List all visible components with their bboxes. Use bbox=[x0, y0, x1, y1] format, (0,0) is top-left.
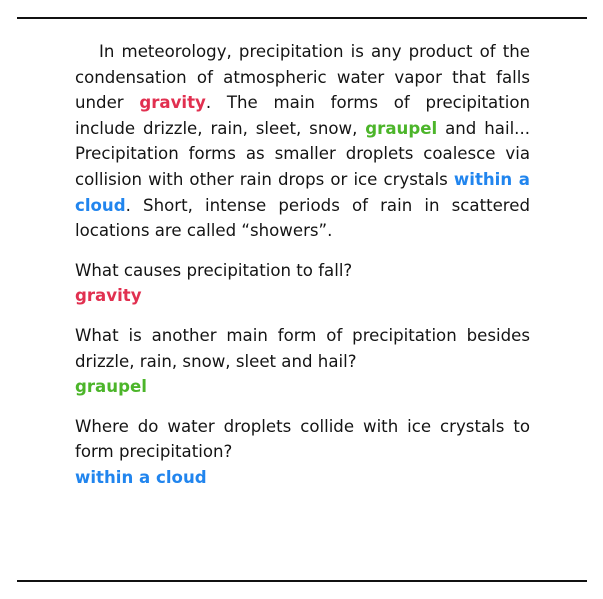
passage-text-2: . The main forms of precipitation include drizzle, rain, sleet, snow, bbox=[75, 93, 530, 138]
highlight-graupel: graupel bbox=[365, 118, 438, 138]
highlight-gravity: gravity bbox=[139, 93, 206, 113]
document-body bbox=[75, 39, 530, 491]
passage-text-3: and hail... Precipitation forms as smaller droplets coalesce via collision with other rain drops or ice crystals bbox=[75, 118, 531, 189]
answer-3: within a cloud bbox=[75, 467, 207, 487]
bottom-rule bbox=[17, 580, 587, 582]
top-rule bbox=[17, 17, 587, 19]
question-1: What causes precipitation to fall? bbox=[75, 260, 353, 280]
context-passage bbox=[75, 39, 530, 244]
qa-item-2 bbox=[75, 323, 530, 400]
question-2: What is another main form of precipitation besides drizzle, rain, snow, sleet and hail? bbox=[75, 325, 530, 371]
qa-item-3 bbox=[75, 414, 530, 491]
answer-1: gravity bbox=[75, 286, 142, 306]
qa-item-1 bbox=[75, 258, 530, 309]
question-3: Where do water droplets collide with ice crystals to form precipitation? bbox=[75, 416, 530, 462]
passage-text-4: . Short, intense periods of rain in scattered locations are called “showers”. bbox=[75, 195, 530, 241]
highlight-within-a-cloud: within a cloud bbox=[75, 169, 530, 215]
answer-2: graupel bbox=[75, 377, 147, 397]
passage-text-1: In meteorology, precipitation is any product of the condensation of atmospheric water vapor that falls under bbox=[75, 42, 530, 113]
